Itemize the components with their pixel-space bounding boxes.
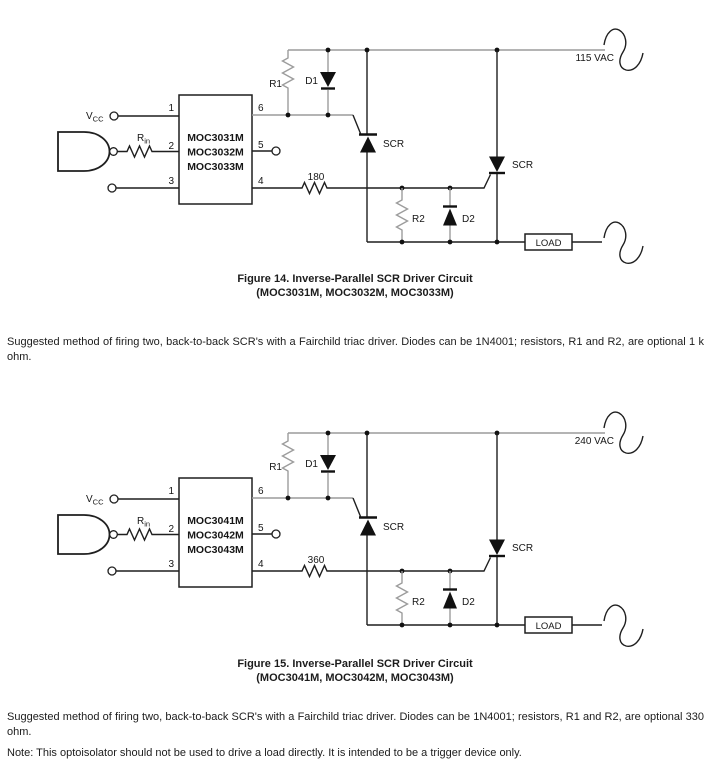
diode-d2 [443,188,457,242]
pin5-terminal [272,530,280,538]
r1-label: R1 [269,79,282,90]
voltage-label: 115 VAC [575,53,614,64]
pin-number-5: 5 [258,140,264,151]
d2-label: D2 [462,214,475,225]
d1-label: D1 [305,459,318,470]
pin5-terminal [272,147,280,155]
junction-dot [326,496,331,501]
junction-dot [495,623,500,628]
figure15-caption-line2: (MOC3041M, MOC3042M, MOC3043M) [256,672,454,684]
figure14-schematic [0,0,710,270]
scr2-symbol [489,50,505,242]
rin-label: $R_{in}$ [137,133,151,146]
pin4-series-resistor [252,175,491,194]
pin-number-3: 3 [168,559,174,570]
r2-label: R2 [412,597,425,608]
r1-label: R1 [269,462,282,473]
figure14-description: Suggested method of firing two, back-to-back SCR's with a Fairchild triac driver. Diodes can be 1N4001; resistors, R1 and R2, are optional 1 k ohm. [7,336,704,363]
pin-number-2: 2 [168,141,174,152]
figure15-description: Suggested method of firing two, back-to-back SCR's with a Fairchild triac driver. Diodes can be 1N4001; resistors, R1 and R2, are optional 330 ohm. [7,711,704,738]
ac-source-icon [604,412,643,453]
scr2-label: SCR [512,160,534,171]
load-label: LOAD [535,238,562,249]
pin-number-4: 4 [258,559,264,570]
resistor-r1 [283,433,294,498]
vcc-terminal [110,112,118,120]
pin4-series-resistor [252,558,491,577]
figure15-caption [0,657,710,685]
voltage-label: 240 VAC [574,436,614,447]
nand-gate-icon [58,515,110,554]
diode-d1 [320,50,336,115]
scr1-gate-wire [353,498,361,517]
junction-dot [326,113,331,118]
r2-label: R2 [412,214,425,225]
junction-dot [400,240,405,245]
ic-name-line2: MOC3042M [187,529,244,542]
pin-number-6: 6 [258,103,264,114]
diode-d2 [443,571,457,625]
junction-dot [286,496,291,501]
figure15-schematic [0,383,710,653]
junction-dot [495,240,500,245]
ic-name-line2: MOC3032M [187,146,244,159]
inverter-bubble-icon [110,148,118,156]
pin-number-1: 1 [168,103,174,114]
diode-d1 [320,433,336,498]
scr1-gate-wire [353,115,361,134]
scr1-symbol [359,50,377,242]
resistor-r1 [283,50,294,115]
d2-label: D2 [462,597,475,608]
ic-name-line1: MOC3031M [187,132,244,144]
inverter-bubble-icon [110,531,118,539]
pin-number-4: 4 [258,176,264,187]
figure14-caption-line1: Figure 14. Inverse-Parallel SCR Driver Circuit [237,273,473,285]
d1-label: D1 [305,76,318,87]
input-terminal [108,184,116,192]
note-text: Note: This optoisolator should not be used to drive a load directly. It is intended to be a trigger device only. [7,747,522,759]
ic-name-line1: MOC3041M [187,515,244,527]
pin-number-2: 2 [168,524,174,535]
pin-number-5: 5 [258,523,264,534]
load-label: LOAD [535,621,562,632]
figure15-caption-line1: Figure 15. Inverse-Parallel SCR Driver Circuit [237,658,473,670]
figure14-caption-line2: (MOC3031M, MOC3032M, MOC3033M) [256,287,454,299]
vcc-label: $V_{CC}$ [86,111,104,124]
series-resistor-label: 360 [307,555,325,566]
ac-source-icon [604,605,643,646]
input-terminal [108,567,116,575]
scr1-label: SCR [383,139,405,150]
junction-dot [326,431,331,436]
scr2-label: SCR [512,543,534,554]
rin-label: $R_{in}$ [137,516,151,529]
junction-dot [448,240,453,245]
nand-gate-icon [58,132,110,171]
vcc-terminal [110,495,118,503]
series-resistor-label: 180 [307,172,325,183]
scr1-label: SCR [383,522,405,533]
ac-source-icon [604,222,643,263]
pin-number-1: 1 [168,486,174,497]
scr1-symbol [359,433,377,625]
pin-number-3: 3 [168,176,174,187]
junction-dot [365,431,370,436]
scr2-symbol [489,433,505,625]
junction-dot [400,623,405,628]
vcc-label: $V_{CC}$ [86,494,104,507]
resistor-r2 [397,571,408,625]
resistor-r2 [397,188,408,242]
ic-name-line3: MOC3043M [187,544,244,556]
pin-number-6: 6 [258,486,264,497]
junction-dot [326,48,331,53]
figure14-caption [0,272,710,300]
junction-dot [365,48,370,53]
junction-dot [286,113,291,118]
junction-dot [448,623,453,628]
ac-source-icon [604,29,643,70]
ic-name-line3: MOC3033M [187,161,244,173]
